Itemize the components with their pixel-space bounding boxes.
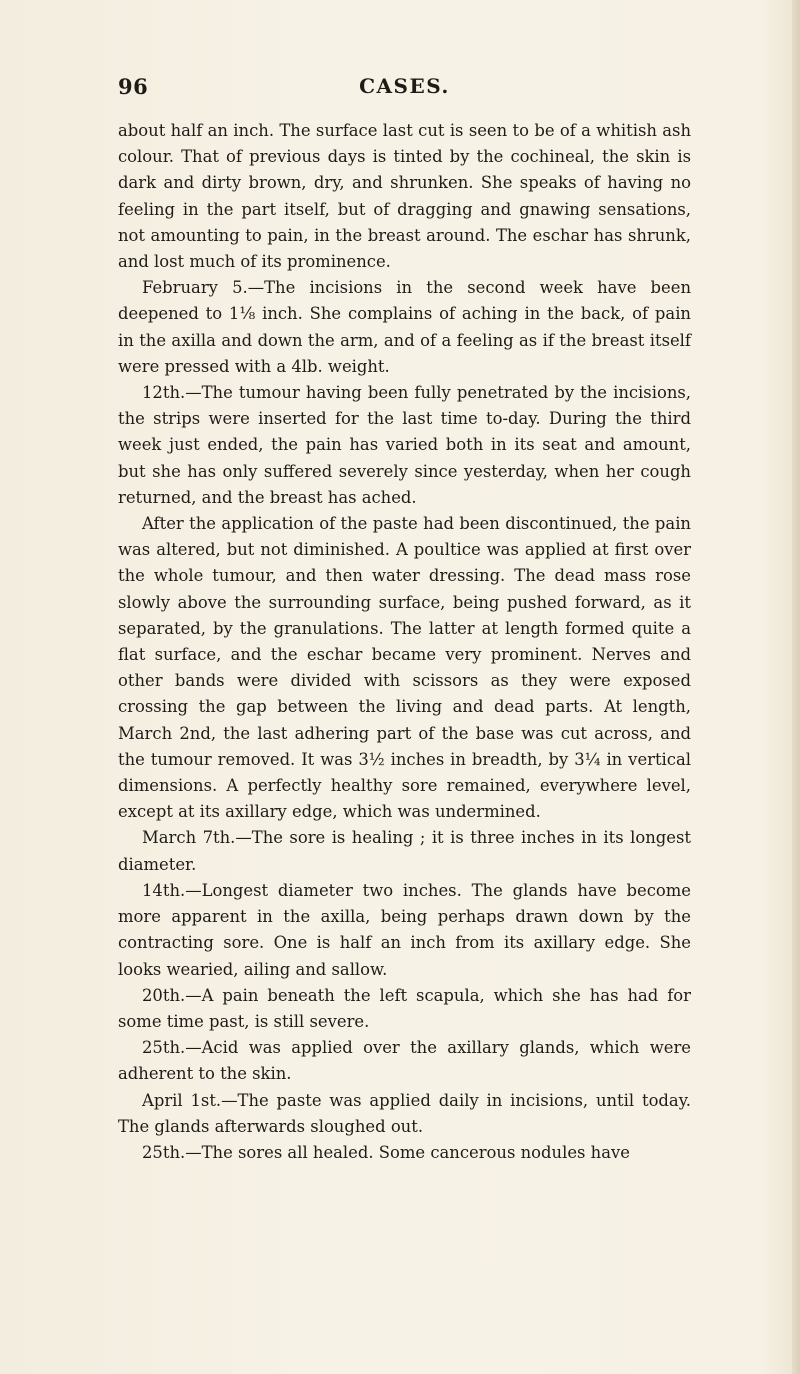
paragraph-april-1st: April 1st.—The paste was applied daily in incisions, until today. The glands afterwards sloughed out.	[118, 1090, 691, 1136]
page-number: 96	[118, 74, 149, 99]
paragraph-12th: 12th.—The tumour having been fully penetrated by the incisions, the strips were inserted for the last time to-day. During the third week just ended, the pain has varied both in its seat and amount, but she has only suffered severely since yesterday, when her cough returned, and the breast has ached.	[118, 383, 691, 507]
body-text	[118, 118, 691, 1166]
page-edge-shadow	[792, 0, 800, 1374]
paragraph-april-25th: 25th.—The sores all healed. Some cancerous nodules have	[142, 1142, 630, 1162]
running-head: CASES.	[359, 74, 450, 98]
paragraph-after-paste: After the application of the paste had been discontinued, the pain was altered, but not diminished. A poultice was applied at first over the whole tumour, and then water dressing. The dead mass rose slowly above the surrounding surface, being pushed forward, as it separated, by the granulations. The latter at length formed quite a flat surface, and the eschar became very prominent. Nerves and other bands were divided with scissors as they were exposed crossing the gap between the living and dead parts. At length, March 2nd, the last adhering part of the base was cut across, and the tumour removed. It was 3½ inches in breadth, by 3¼ in vertical dimensions. A perfectly healthy sore remained, everywhere level, except at its axillary edge, which was undermined.	[118, 514, 691, 822]
paragraph-20th: 20th.—A pain beneath the left scapula, which she has had for some time past, is still severe.	[118, 985, 691, 1031]
paragraph-14th: 14th.—Longest diameter two inches. The glands have become more apparent in the axilla, being perhaps drawn down by the contracting sore. One is half an inch from its axillary edge. She looks wearied, ailing and sallow.	[118, 880, 691, 979]
paragraph-march-7th: March 7th.—The sore is healing ; it is three inches in its longest diameter.	[118, 828, 691, 874]
page-header	[118, 74, 691, 108]
paragraph-continuation: about half an inch. The surface last cut is seen to be of a whitish ash colour. That of previous days is tinted by the cochineal, the skin is dark and dirty brown, dry, and shrunken. She speaks of having no feeling in the part itself, but of dragging and gnawing sensations, not amounting to pain, in the breast around. The eschar has shrunk, and lost much of its prominence.	[118, 121, 691, 272]
paragraph-february-5: February 5.—The incisions in the second week have been deepened to 1⅛ inch. She complains of aching in the back, of pain in the axilla and down the arm, and of a feeling as if the breast itself were pressed with a 4lb. weight.	[118, 278, 691, 376]
paragraph-25th: 25th.—Acid was applied over the axillary glands, which were adherent to the skin.	[118, 1038, 691, 1084]
